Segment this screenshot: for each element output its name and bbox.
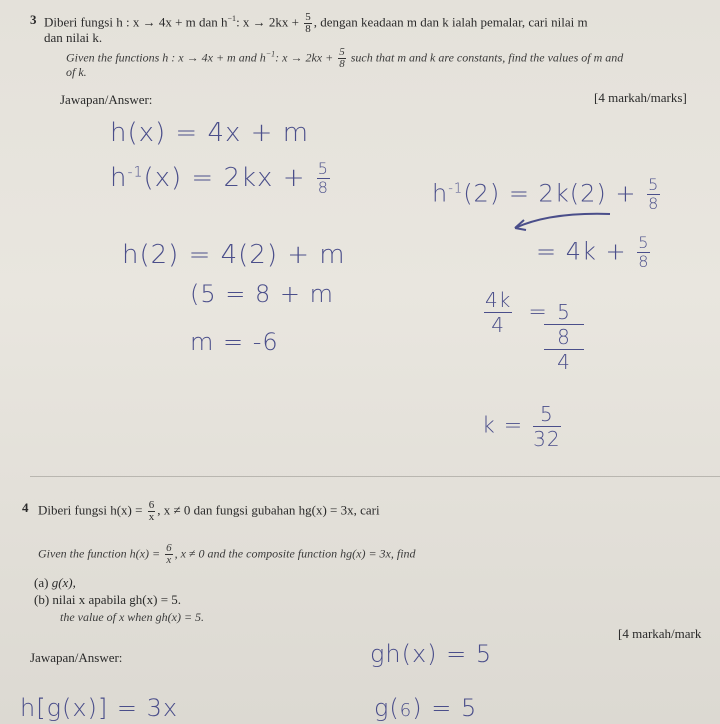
q3-work-right1: $h^{-1}(2) = 2k(2)$ + $\frac{5}{8}$: [432, 175, 660, 213]
q4-english: Given the function h(x) = $\frac{6}{x}$ , x ≠ 0 and the composite function hg(x) = 3x, find: [38, 542, 416, 566]
q3-work-line2: $h^{-1}(x) = 2kx$ + $\frac{5}{8}$: [110, 159, 329, 197]
q4-work-right2: g(6) = 5: [374, 694, 478, 722]
q4-answer-label: Jawapan/Answer:: [30, 650, 123, 665]
q3-malay-line1: Diberi fungsi h : x → 4x + m dan $h^{-1}$: x → 2kx + $\frac{5}{8}$ , dengan keadaan m dan k ialah pemalar, cari nilai m: [44, 11, 588, 35]
q3-work-right2: = 4k + $\frac{5}{8}$: [536, 233, 650, 271]
q3-answer-label: Jawapan/Answer:: [60, 92, 153, 107]
q3-english-line2: of k.: [66, 65, 87, 79]
q3-work-right4: k = $\frac{5}{32}$: [482, 402, 561, 451]
q3-work-line1: h(x) = 4x + m: [110, 118, 310, 148]
q3-work-right3-frac: 5 8 4: [544, 300, 584, 374]
q3-work-right3: $\frac{4k}{4}$ =: [485, 288, 548, 337]
q4-part-a: (a) g(x),: [34, 575, 76, 590]
q3-marks: [4 markah/marks]: [594, 90, 687, 105]
q4-work-right1: gh(x) = 5: [370, 640, 493, 668]
q4-marks: [4 markah/mark: [618, 626, 702, 641]
q4-work-left1: h[g(x)] = 3x: [20, 694, 179, 722]
q3-english-line1: Given the functions h : x → 4x + m and $h^{-1}$: x → 2kx + $\frac{5}{8}$ such that m and k are constants, find the values of m and: [66, 46, 624, 70]
q4-part-b-english: the value of x when gh(x) = 5.: [60, 610, 205, 624]
section-divider: [30, 476, 720, 477]
q4-part-b: (b) nilai x apabila gh(x) = 5.: [34, 592, 182, 607]
q3-number: 3: [30, 12, 37, 27]
q4-number: 4: [22, 500, 29, 515]
q3-work-line4: (5 = 8 + m: [190, 280, 335, 308]
q3-work-line3: h(2) = 4(2) + m: [122, 240, 346, 270]
q4-malay: Diberi fungsi h(x) = $\frac{6}{x}$ , x ≠ 0 dan fungsi gubahan hg(x) = 3x, cari: [38, 499, 380, 523]
q3-work-line5: m = -6: [190, 328, 279, 356]
q3-malay-line2: dan nilai k.: [44, 30, 103, 45]
crossing-arrow: [510, 206, 620, 234]
